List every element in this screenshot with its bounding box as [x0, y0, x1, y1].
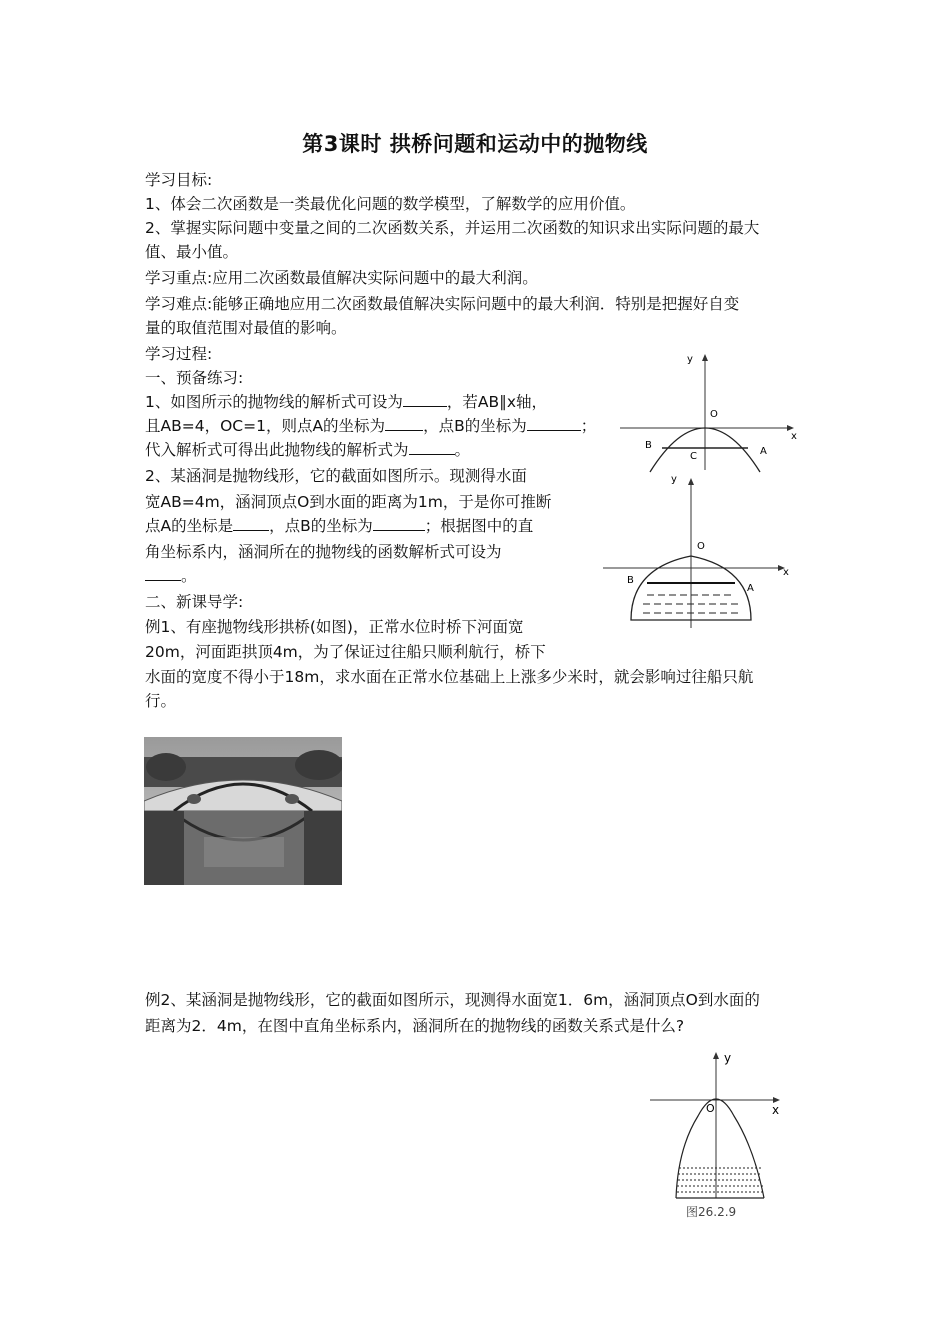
ex1-text-f: 代入解析式可得出此抛物线的解析式为 — [145, 441, 409, 459]
difficulty-line-1: 学习难点:能够正确地应用二次函数最值解决实际问题中的最大利润．特别是把握好自变 — [145, 295, 740, 313]
exercise-2-line-2: 宽AB=4m，涵洞顶点O到水面的距离为1m，于是你可推断 — [145, 493, 552, 511]
ex2-text-d: 。 — [181, 567, 197, 585]
y-axis-arrow — [688, 478, 694, 485]
point-c-label: C — [690, 451, 697, 462]
answer-blank[interactable] — [403, 392, 447, 407]
y-label: y — [687, 354, 693, 365]
x-label: x — [791, 431, 797, 442]
process-heading: 学习过程: — [145, 345, 213, 363]
ex1-text-c: 且AB=4，OC=1，则点A的坐标为 — [145, 417, 386, 435]
point-a-label: A — [747, 583, 754, 594]
ex1-text-b: ，若AB∥x轴， — [446, 393, 548, 411]
figure-parabola-ab — [612, 350, 812, 484]
figure-caption: 图26.2.9 — [686, 1205, 737, 1219]
answer-blank[interactable] — [145, 566, 181, 581]
arch-bridge-photo — [144, 737, 342, 885]
point-a-label: A — [760, 446, 767, 457]
page-title: 第3课时 拱桥问题和运动中的抛物线 — [302, 132, 648, 156]
example-1-line-3: 水面的宽度不得小于18m，求水面在正常水位基础上上涨多少米时，就会影响过往船只航 — [145, 668, 754, 686]
figure-culvert-26-2-9 — [648, 1048, 793, 1227]
parabola-curve — [676, 1099, 764, 1198]
example-1-line-4: 行。 — [145, 692, 177, 710]
objectives-heading: 学习目标: — [145, 171, 213, 189]
answer-blank[interactable] — [409, 440, 455, 455]
point-b-label: B — [627, 575, 634, 586]
y-label: y — [671, 474, 677, 485]
example-2-line-2: 距离为2．4m，在图中直角坐标系内，涵洞所在的抛物线的函数关系式是什么? — [145, 1017, 685, 1035]
key-point: 学习重点:应用二次函数最值解决实际问题中的最大利润。 — [145, 269, 538, 287]
ex1-text-e: ； — [580, 417, 597, 435]
exercise-1-line-3 — [145, 440, 470, 460]
origin-label: O — [706, 1102, 715, 1115]
figure-culvert — [595, 470, 805, 639]
origin-label: O — [710, 409, 718, 420]
difficulty-line-2: 量的取值范围对最值的影响。 — [145, 319, 347, 337]
exercise-2-line-1: 2、某涵洞是抛物线形，它的截面如图所示。现测得水面 — [145, 467, 527, 485]
exercise-1-line-2 — [145, 416, 596, 436]
answer-blank[interactable] — [385, 416, 423, 431]
section-1-heading: 一、预备练习: — [145, 369, 244, 387]
y-axis-arrow — [702, 354, 708, 361]
point-b-label: B — [645, 440, 652, 451]
objective-2-line-2: 值、最小值。 — [145, 243, 239, 261]
ex1-text-g: 。 — [454, 441, 471, 459]
example-2-line-1: 例2、某涵洞是抛物线形，它的截面如图所示，现测得水面宽1．6m，涵洞顶点O到水面的 — [145, 991, 760, 1009]
ex1-text-d: ，点B的坐标为 — [423, 417, 527, 435]
origin-label: O — [697, 541, 705, 552]
x-label: x — [772, 1103, 780, 1117]
ex2-text-a: 点A的坐标是 — [145, 517, 234, 535]
ex2-text-c: ；根据图中的直 — [424, 517, 534, 535]
exercise-2-line-4: 角坐标系内，涵洞所在的抛物线的函数解析式可设为 — [145, 543, 502, 561]
section-2-heading: 二、新课导学: — [145, 593, 244, 611]
example-1-line-2: 20m，河面距拱顶4m，为了保证过往船只顺利航行，桥下 — [145, 643, 546, 661]
objective-1: 1、体会二次函数是一类最优化问题的数学模型，了解数学的应用价值。 — [145, 195, 636, 213]
y-label: y — [724, 1051, 732, 1065]
answer-blank[interactable] — [527, 416, 581, 431]
exercise-2-line-3 — [145, 516, 533, 536]
x-label: x — [783, 567, 789, 578]
ex2-text-b: ，点B的坐标为 — [269, 517, 373, 535]
y-axis-arrow — [713, 1052, 719, 1059]
exercise-2-line-5 — [145, 566, 197, 586]
ex1-text-a: 1、如图所示的抛物线的解析式可设为 — [145, 393, 403, 411]
answer-blank[interactable] — [233, 516, 269, 531]
objective-2-line-1: 2、掌握实际问题中变量之间的二次函数关系，并运用二次函数的知识求出实际问题的最大 — [145, 219, 760, 237]
answer-blank[interactable] — [373, 516, 425, 531]
exercise-1-line-1 — [145, 392, 547, 412]
example-1-line-1: 例1、有座抛物线形拱桥(如图)，正常水位时桥下河面宽 — [145, 618, 524, 636]
